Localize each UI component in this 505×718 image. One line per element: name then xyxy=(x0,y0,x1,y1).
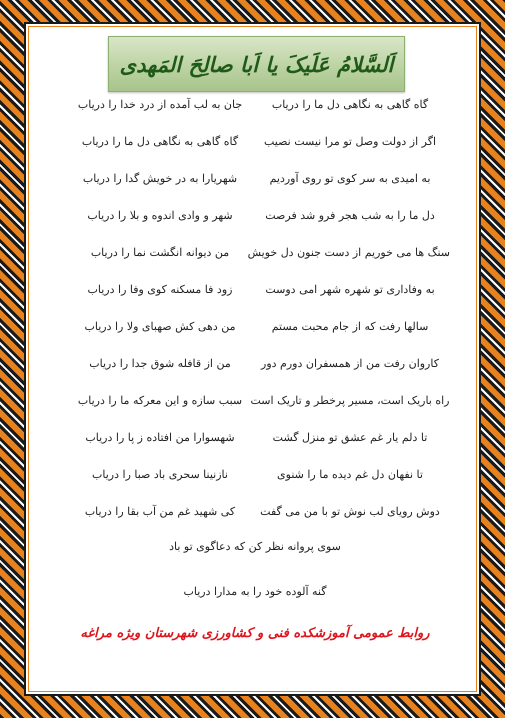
poem-row xyxy=(60,394,450,414)
verse-right: به وفاداری تو شهره شهر امی دوست xyxy=(265,283,435,296)
footer-credit: روابط عمومی آموزشکده فنی و کشاورزی شهرستان ویژه مراغه xyxy=(80,626,430,641)
verse-left: من از قافله شوق جدا را دریاب xyxy=(89,357,231,370)
closing-verse-2: گنه آلوده خود را به مدارا دریاب xyxy=(183,585,327,598)
verse-right: دوش رویای لب نوش تو با من می گفت xyxy=(260,505,440,518)
verse-left: زود فا مسکنه کوی وفا را دریاب xyxy=(87,283,233,296)
poem-row xyxy=(60,357,450,377)
verse-right: اگر از دولت وصل تو مرا نیست نصیب xyxy=(263,135,437,148)
verse-right: دل ما را به شب هجر فرو شد فرصت xyxy=(265,209,435,222)
poem-row xyxy=(60,505,450,525)
verse-left: شهر و وادی اندوه و بلا را دریاب xyxy=(87,209,233,222)
verse-right: به امیدی به سر کوی تو روی آوردیم xyxy=(269,172,431,185)
closing-verse-1: سوی پروانه نظر کن که دعاگوی تو باد xyxy=(169,540,341,553)
verse-left: شهسوارا من افتاده ز پا را دریاب xyxy=(85,431,235,444)
verse-left: نازنینا سحری باد صبا را دریاب xyxy=(92,468,228,481)
header-title: اَلسَّلامُ عَلَیکَ یا اَبا صالِحَ المَهدی xyxy=(119,51,394,77)
verse-right: تا دلم یار غم عشق تو منزل گشت xyxy=(272,431,428,444)
verse-left: سبب سازه و این معرکه ما را دریاب xyxy=(77,394,243,407)
poem-row xyxy=(60,320,450,340)
poem-row xyxy=(60,135,450,155)
verse-right: گاه گاهی به نگاهی دل ما را دریاب xyxy=(271,98,429,111)
verse-right: سالها رفت که از جام محبت مستم xyxy=(271,320,429,333)
poem-row xyxy=(60,98,450,118)
poem-row xyxy=(60,209,450,229)
poem-row xyxy=(60,246,450,266)
verse-right: کاروان رفت من از همسفران دورم دور xyxy=(261,357,439,370)
verse-left: من دهی کش صهبای ولا را دریاب xyxy=(84,320,236,333)
verse-left: کی شهید غم من آب بقا را دریاب xyxy=(84,505,236,518)
verse-right: تا نفهان دل غم دیده ما را شنوی xyxy=(277,468,423,481)
verse-left: جان به لب آمده از درد خدا را دریاب xyxy=(77,98,243,111)
poem-row xyxy=(60,468,450,488)
verse-right: سنگ ها می خوریم از دست جنون دل خویش xyxy=(247,246,450,259)
verse-right: راه باریک است، مسیر پرخطر و تاریک است xyxy=(250,394,450,407)
verse-left: من دیوانه انگشت نما را دریاب xyxy=(90,246,230,259)
verse-left: شهریارا به در خویش گدا را دریاب xyxy=(82,172,238,185)
verse-left: گاه گاهی به نگاهی دل ما را دریاب xyxy=(81,135,239,148)
poem-row xyxy=(60,431,450,451)
header-banner xyxy=(108,36,405,92)
poem-row xyxy=(60,283,450,303)
poem-row xyxy=(60,172,450,192)
